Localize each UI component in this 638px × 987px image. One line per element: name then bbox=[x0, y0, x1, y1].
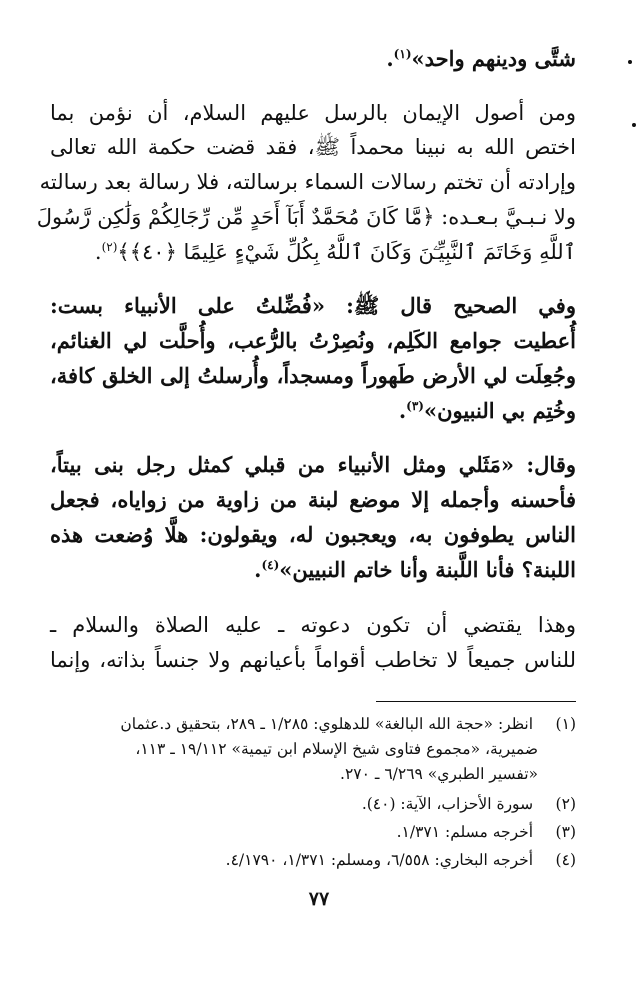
text-line bbox=[50, 237, 576, 267]
text-line: ولا نـبـيَّ بـعـده: ﴿مَّا كَانَ مُحَمَّدٌ أَبَآ أَحَدٍ مِّن رِّجَالِكُمْ وَلَٰكِن رَّسُولَ bbox=[36, 205, 576, 229]
footnote-number: (٤) bbox=[555, 851, 576, 869]
page-number: ٧٧ bbox=[308, 888, 330, 910]
line-text: . bbox=[94, 240, 102, 264]
margin-mark bbox=[628, 60, 632, 64]
footnote-ref: (٢) bbox=[101, 240, 118, 254]
text-line bbox=[50, 555, 576, 585]
quran-verse: ٱللَّهِ وَخَاتَمَ ٱلنَّبِيِّـۧنَ وَكَانَ ٱللَّهُ بِكُلِّ شَيْءٍ عَلِيمًا ﴿٤٠﴾﴾ bbox=[117, 240, 576, 264]
text-line: للناس جميعاً لا تخاطب أقواماً بأعيانهم ولا جنساً بذاته، وإنما bbox=[50, 648, 576, 672]
footnote bbox=[50, 848, 576, 872]
margin-mark bbox=[632, 123, 636, 127]
text-line bbox=[50, 396, 576, 426]
text-line: اختص الله به نبينا محمداً ﷺ، فقد قضت حكمة الله تعالى bbox=[50, 135, 576, 159]
text-line: ومن أصول الإيمان بالرسل عليهم السلام، أن نؤمن بما bbox=[50, 101, 576, 125]
line-text: . bbox=[386, 46, 394, 71]
footnote-number: (١) bbox=[555, 715, 576, 733]
footnote-text: أخرجه البخاري: ٦/٥٥٨، ومسلم: ١/٣٧١، ٤/١٧٩٠. bbox=[225, 851, 534, 869]
footnote bbox=[50, 712, 576, 736]
line-text: . bbox=[254, 557, 262, 582]
footnote bbox=[50, 820, 576, 844]
text-line: وقال: «مَثَلي ومثل الأنبياء من قبلي كمثل رجل بنى بيتاً، bbox=[50, 452, 576, 477]
line-text: شتَّى ودينهم واحد» bbox=[411, 46, 576, 71]
footnote-text: انظر: «حجة الله البالغة» للدهلوي: ١/٢٨٥ ـ ٢٨٩، بتحقيق د.عثمان bbox=[120, 715, 534, 733]
footnote-number: (٣) bbox=[555, 823, 576, 841]
footnote-ref: (٤) bbox=[261, 558, 280, 572]
text-line bbox=[50, 44, 576, 74]
text-line: وجُعِلَت لي الأرض طَهوراً ومسجداً، وأُرسلتُ إلى الخلق كافة، bbox=[50, 363, 576, 388]
text-line: فأحسنه وأجمله إلا موضع لبنة من زاوية من زواياه، فجعل bbox=[50, 487, 576, 512]
text-line: وفي الصحيح قال ﷺ: «فُضِّلتُ على الأنبياء بست: bbox=[50, 293, 576, 318]
footnote-number: (٢) bbox=[555, 795, 576, 813]
line-text: . bbox=[398, 398, 407, 423]
footnote-separator bbox=[376, 701, 576, 702]
footnote-ref: (٣) bbox=[406, 399, 424, 413]
line-text: اللبنة؟ فأنا اللَّبنة وأنا خاتم النبيين» bbox=[279, 557, 576, 582]
text-line: أُعطيت جوامع الكَلِم، ونُصِرْتُ بالرُّعب، وأُحلَّت لي الغنائم، bbox=[50, 328, 576, 353]
footnote-ref: (١) bbox=[393, 47, 412, 61]
line-text: وخُتِم بي النبيون» bbox=[423, 398, 576, 423]
footnote-continuation: ضميرية، «مجموع فتاوى شيخ الإسلام ابن تيمية» ١٩/١١٢ ـ ١١٣، bbox=[135, 740, 538, 758]
footnote bbox=[50, 792, 576, 816]
footnote-continuation: «تفسير الطبري» ٦/٢٦٩ ـ ٢٧٠. bbox=[340, 765, 538, 783]
footnote-text: سورة الأحزاب، الآية: (٤٠). bbox=[361, 795, 534, 813]
text-line: الناس يطوفون به، ويعجبون له، ويقولون: هلَّا وُضعت هذه bbox=[50, 522, 576, 547]
footnote-text: أخرجه مسلم: ١/٣٧١. bbox=[396, 823, 534, 841]
text-line: وهذا يقتضي أن تكون دعوته ـ عليه الصلاة والسلام ـ bbox=[50, 613, 576, 637]
text-line: وإرادته أن تختم رسالات السماء برسالته، فلا رسالة بعد رسالته bbox=[39, 170, 576, 194]
